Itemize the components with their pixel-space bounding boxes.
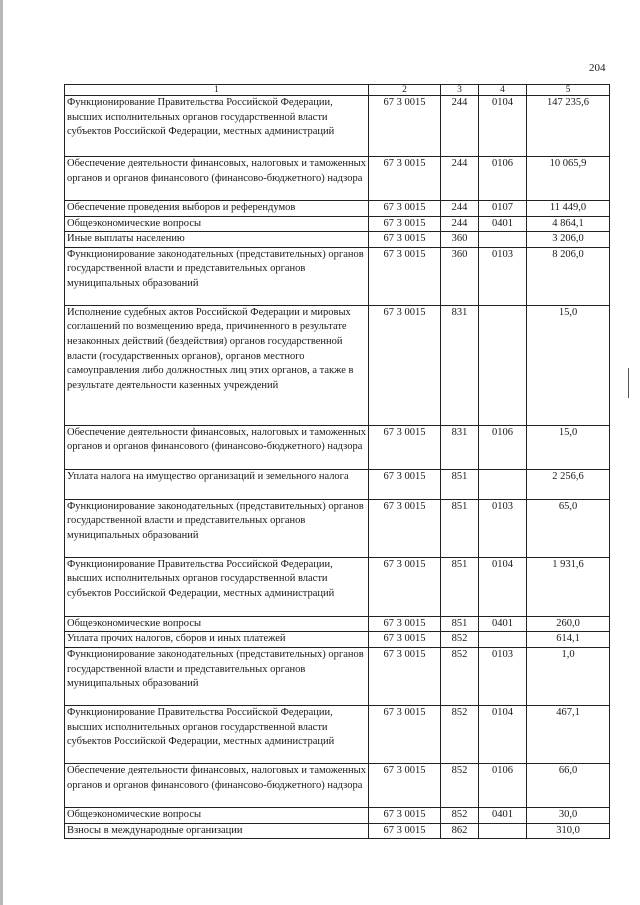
row-csr-cell: 67 3 0015: [369, 823, 441, 839]
row-rz-cell: [479, 823, 527, 839]
row-name-cell: Общеэкономические вопросы: [65, 616, 369, 632]
row-vr-cell: 244: [441, 201, 479, 217]
table-row: [65, 216, 610, 232]
row-csr-cell: 67 3 0015: [369, 807, 441, 823]
row-name-cell: Функционирование законодательных (представительных) органов государственной власти и представительных органов муниципальных образований: [65, 247, 369, 305]
scan-mark: [628, 368, 629, 398]
row-vr-cell: 244: [441, 96, 479, 157]
row-rz-cell: 0103: [479, 647, 527, 705]
table-row: [65, 647, 610, 705]
row-rz-cell: 0106: [479, 763, 527, 807]
budget-table: [64, 84, 610, 839]
row-name-cell: Общеэкономические вопросы: [65, 807, 369, 823]
row-sum-cell: 4 864,1: [527, 216, 610, 232]
row-rz-cell: [479, 469, 527, 499]
row-name-cell: Функционирование Правительства Российской Федерации, высших исполнительных органов государственной власти субъектов Российской Федерации, местных администраций: [65, 96, 369, 157]
row-csr-cell: 67 3 0015: [369, 647, 441, 705]
row-name-cell: Функционирование Правительства Российской Федерации, высших исполнительных органов государственной власти субъектов Российской Федерации, местных администраций: [65, 705, 369, 763]
header-cell-1: 1: [65, 85, 369, 96]
table-row: [65, 763, 610, 807]
row-sum-cell: 1,0: [527, 647, 610, 705]
row-csr-cell: 67 3 0015: [369, 763, 441, 807]
row-name-cell: Обеспечение деятельности финансовых, налоговых и таможенных органов и органов финансового (финансово-бюджетного) надзора: [65, 763, 369, 807]
row-name-cell: Иные выплаты населению: [65, 232, 369, 248]
row-sum-cell: 3 206,0: [527, 232, 610, 248]
row-sum-cell: 30,0: [527, 807, 610, 823]
row-csr-cell: 67 3 0015: [369, 247, 441, 305]
row-name-cell: Функционирование законодательных (представительных) органов государственной власти и представительных органов муниципальных образований: [65, 499, 369, 557]
table-row: [65, 425, 610, 469]
row-vr-cell: 831: [441, 305, 479, 425]
table-row: [65, 616, 610, 632]
row-vr-cell: 244: [441, 216, 479, 232]
row-rz-cell: 0104: [479, 557, 527, 616]
row-sum-cell: 1 931,6: [527, 557, 610, 616]
row-vr-cell: 862: [441, 823, 479, 839]
row-sum-cell: 467,1: [527, 705, 610, 763]
row-rz-cell: 0104: [479, 96, 527, 157]
row-name-cell: Уплата налога на имущество организаций и земельного налога: [65, 469, 369, 499]
row-name-cell: Обеспечение деятельности финансовых, налоговых и таможенных органов и органов финансового (финансово-бюджетного) надзора: [65, 425, 369, 469]
row-csr-cell: 67 3 0015: [369, 157, 441, 201]
table-row: [65, 157, 610, 201]
row-vr-cell: 851: [441, 557, 479, 616]
row-sum-cell: 10 065,9: [527, 157, 610, 201]
row-vr-cell: 852: [441, 705, 479, 763]
row-vr-cell: 244: [441, 157, 479, 201]
row-sum-cell: 15,0: [527, 425, 610, 469]
row-csr-cell: 67 3 0015: [369, 216, 441, 232]
row-sum-cell: 65,0: [527, 499, 610, 557]
table-row: [65, 823, 610, 839]
row-sum-cell: 15,0: [527, 305, 610, 425]
row-rz-cell: 0106: [479, 157, 527, 201]
row-csr-cell: 67 3 0015: [369, 96, 441, 157]
row-sum-cell: 66,0: [527, 763, 610, 807]
row-csr-cell: 67 3 0015: [369, 616, 441, 632]
row-csr-cell: 67 3 0015: [369, 232, 441, 248]
row-csr-cell: 67 3 0015: [369, 557, 441, 616]
table-row: [65, 232, 610, 248]
row-csr-cell: 67 3 0015: [369, 705, 441, 763]
row-vr-cell: 852: [441, 763, 479, 807]
row-name-cell: Функционирование законодательных (представительных) органов государственной власти и представительных органов муниципальных образований: [65, 647, 369, 705]
row-sum-cell: 260,0: [527, 616, 610, 632]
row-sum-cell: 11 449,0: [527, 201, 610, 217]
header-cell-4: 4: [479, 85, 527, 96]
table-row: [65, 807, 610, 823]
table-row: [65, 247, 610, 305]
row-csr-cell: 67 3 0015: [369, 201, 441, 217]
row-vr-cell: 852: [441, 647, 479, 705]
header-cell-5: 5: [527, 85, 610, 96]
row-csr-cell: 67 3 0015: [369, 632, 441, 648]
table-row: [65, 96, 610, 157]
table-row: [65, 557, 610, 616]
row-csr-cell: 67 3 0015: [369, 469, 441, 499]
row-rz-cell: [479, 232, 527, 248]
row-name-cell: Исполнение судебных актов Российской Федерации и мировых соглашений по возмещению вреда, причиненного в результате незаконных действий (бездействия) органов государственной власти (государственных органов), органов местного самоуправления либо должностных лиц этих органов, а также в результате деятельности казенных учреждений: [65, 305, 369, 425]
page-number: 204: [589, 62, 606, 74]
row-csr-cell: 67 3 0015: [369, 305, 441, 425]
row-rz-cell: 0401: [479, 216, 527, 232]
row-sum-cell: 2 256,6: [527, 469, 610, 499]
row-vr-cell: 852: [441, 632, 479, 648]
table-row: [65, 469, 610, 499]
row-name-cell: Функционирование Правительства Российской Федерации, высших исполнительных органов государственной власти субъектов Российской Федерации, местных администраций: [65, 557, 369, 616]
row-sum-cell: 614,1: [527, 632, 610, 648]
header-cell-2: 2: [369, 85, 441, 96]
row-vr-cell: 851: [441, 469, 479, 499]
row-name-cell: Обеспечение деятельности финансовых, налоговых и таможенных органов и органов финансового (финансово-бюджетного) надзора: [65, 157, 369, 201]
table-header-row: [65, 85, 610, 96]
row-name-cell: Обеспечение проведения выборов и референдумов: [65, 201, 369, 217]
row-rz-cell: 0106: [479, 425, 527, 469]
row-vr-cell: 851: [441, 616, 479, 632]
row-vr-cell: 851: [441, 499, 479, 557]
row-rz-cell: 0104: [479, 705, 527, 763]
table-row: [65, 305, 610, 425]
row-sum-cell: 8 206,0: [527, 247, 610, 305]
table-row: [65, 705, 610, 763]
row-name-cell: Взносы в международные организации: [65, 823, 369, 839]
row-name-cell: Общеэкономические вопросы: [65, 216, 369, 232]
row-rz-cell: 0103: [479, 499, 527, 557]
row-rz-cell: 0107: [479, 201, 527, 217]
row-vr-cell: 852: [441, 807, 479, 823]
table-row: [65, 499, 610, 557]
scan-edge: [0, 0, 3, 905]
row-vr-cell: 360: [441, 247, 479, 305]
table-row: [65, 201, 610, 217]
row-rz-cell: [479, 632, 527, 648]
row-rz-cell: 0401: [479, 616, 527, 632]
row-vr-cell: 360: [441, 232, 479, 248]
row-csr-cell: 67 3 0015: [369, 499, 441, 557]
row-vr-cell: 831: [441, 425, 479, 469]
row-rz-cell: 0103: [479, 247, 527, 305]
row-csr-cell: 67 3 0015: [369, 425, 441, 469]
table-row: [65, 632, 610, 648]
row-rz-cell: [479, 305, 527, 425]
row-name-cell: Уплата прочих налогов, сборов и иных платежей: [65, 632, 369, 648]
row-rz-cell: 0401: [479, 807, 527, 823]
row-sum-cell: 310,0: [527, 823, 610, 839]
header-cell-3: 3: [441, 85, 479, 96]
row-sum-cell: 147 235,6: [527, 96, 610, 157]
